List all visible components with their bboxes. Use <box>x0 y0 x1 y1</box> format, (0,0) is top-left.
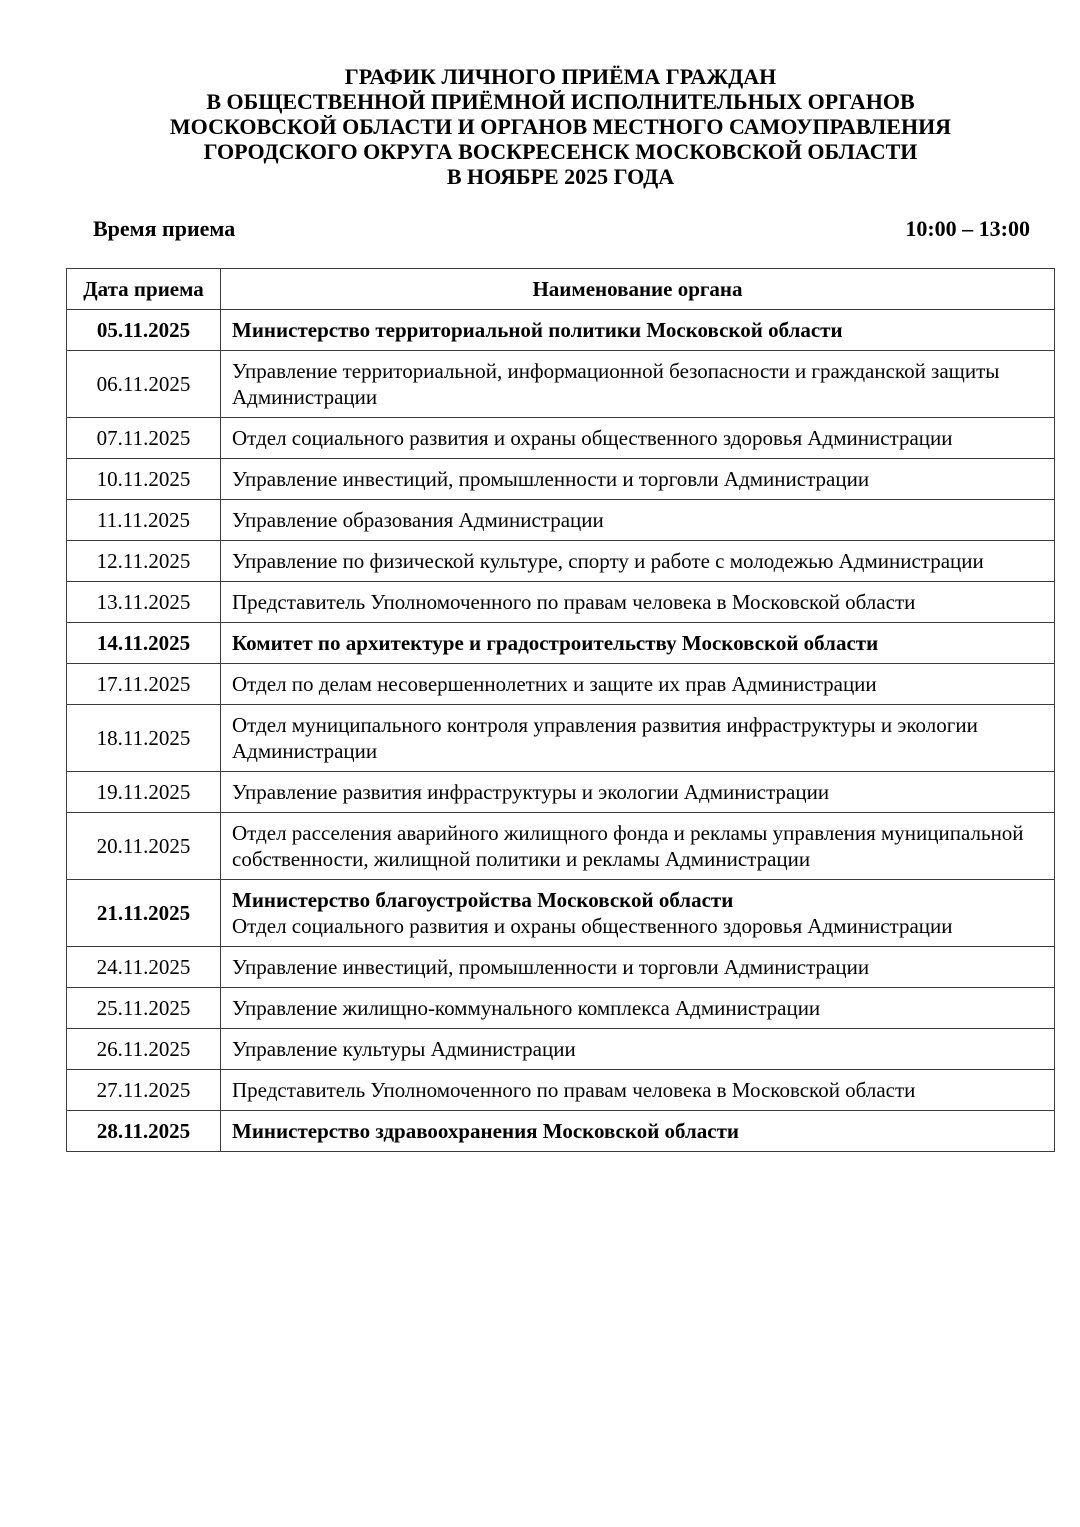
table-row <box>67 459 1055 500</box>
organ-name-text: Министерство здравоохранения Московской области <box>232 1119 740 1143</box>
organ-cell <box>221 418 1055 459</box>
organ-cell <box>221 813 1055 880</box>
document-title <box>66 64 1055 189</box>
organ-name-text: Управление инвестиций, промышленности и торговли Администрации <box>232 467 870 491</box>
organ-name-text: Управление культуры Администрации <box>232 1037 576 1061</box>
date-cell: 12.11.2025 <box>67 541 221 582</box>
organ-name-text: Представитель Уполномоченного по правам человека в Московской области <box>232 590 916 614</box>
organ-cell <box>221 1029 1055 1070</box>
table-row <box>67 1111 1055 1152</box>
date-cell: 17.11.2025 <box>67 664 221 705</box>
title-line: МОСКОВСКОЙ ОБЛАСТИ И ОРГАНОВ МЕСТНОГО САМОУПРАВЛЕНИЯ <box>169 114 952 139</box>
organ-cell <box>221 541 1055 582</box>
table-row <box>67 1070 1055 1111</box>
reception-time-value: 10:00 – 13:00 <box>905 216 1030 241</box>
table-row <box>67 772 1055 813</box>
table-row <box>67 541 1055 582</box>
organ-cell <box>221 880 1055 947</box>
date-cell: 26.11.2025 <box>67 1029 221 1070</box>
organ-name-text: Комитет по архитектуре и градостроительству Московской области <box>232 631 879 655</box>
column-header-organ: Наименование органа <box>221 269 1055 310</box>
organ-name-text: Отдел муниципального контроля управления развития инфраструктуры и экологии Администрации <box>232 713 978 763</box>
organ-name-text: Отдел по делам несовершеннолетних и защите их прав Администрации <box>232 672 877 696</box>
table-row <box>67 813 1055 880</box>
date-cell: 24.11.2025 <box>67 947 221 988</box>
table-row <box>67 947 1055 988</box>
date-cell: 06.11.2025 <box>67 351 221 418</box>
organ-name-text: Министерство территориальной политики Московской области <box>232 318 843 342</box>
table-row <box>67 310 1055 351</box>
schedule-table <box>66 268 1055 1152</box>
organ-cell <box>221 1111 1055 1152</box>
organ-cell <box>221 623 1055 664</box>
title-line: В ОБЩЕСТВЕННОЙ ПРИЁМНОЙ ИСПОЛНИТЕЛЬНЫХ ОРГАНОВ <box>206 89 915 114</box>
organ-name-text: Управление развития инфраструктуры и экологии Администрации <box>232 780 830 804</box>
title-line: ГОРОДСКОГО ОКРУГА ВОСКРЕСЕНСК МОСКОВСКОЙ ОБЛАСТИ <box>203 139 918 164</box>
table-row <box>67 1029 1055 1070</box>
table-row <box>67 664 1055 705</box>
date-cell: 13.11.2025 <box>67 582 221 623</box>
table-row <box>67 623 1055 664</box>
organ-name-text: Управление жилищно-коммунального комплекса Администрации <box>232 996 821 1020</box>
title-line: ГРАФИК ЛИЧНОГО ПРИЁМА ГРАЖДАН <box>344 64 777 89</box>
table-row <box>67 418 1055 459</box>
date-cell: 07.11.2025 <box>67 418 221 459</box>
date-cell: 28.11.2025 <box>67 1111 221 1152</box>
date-cell: 20.11.2025 <box>67 813 221 880</box>
schedule-table-head <box>67 269 1055 310</box>
table-row <box>67 582 1055 623</box>
organ-cell <box>221 310 1055 351</box>
organ-name-text: Отдел социального развития и охраны общественного здоровья Администрации <box>232 914 953 938</box>
organ-cell <box>221 582 1055 623</box>
organ-cell <box>221 772 1055 813</box>
organ-cell <box>221 500 1055 541</box>
table-header-row <box>67 269 1055 310</box>
date-cell: 05.11.2025 <box>67 310 221 351</box>
date-cell: 18.11.2025 <box>67 705 221 772</box>
organ-cell <box>221 1070 1055 1111</box>
date-cell: 27.11.2025 <box>67 1070 221 1111</box>
schedule-table-body <box>67 310 1055 1152</box>
table-row <box>67 500 1055 541</box>
organ-name-text: Министерство благоустройства Московской области <box>232 888 734 912</box>
column-header-date: Дата приема <box>67 269 221 310</box>
date-cell: 21.11.2025 <box>67 880 221 947</box>
date-cell: 10.11.2025 <box>67 459 221 500</box>
reception-time-row <box>66 215 1055 243</box>
organ-cell <box>221 988 1055 1029</box>
date-cell: 19.11.2025 <box>67 772 221 813</box>
date-cell: 11.11.2025 <box>67 500 221 541</box>
date-cell: 25.11.2025 <box>67 988 221 1029</box>
table-row <box>67 880 1055 947</box>
organ-name-text: Управление территориальной, информационной безопасности и гражданской защиты Администрации <box>232 359 1000 409</box>
table-row <box>67 705 1055 772</box>
organ-name-text: Управление по физической культуре, спорту и работе с молодежью Администрации <box>232 549 984 573</box>
table-row <box>67 988 1055 1029</box>
organ-name-text: Управление инвестиций, промышленности и торговли Администрации <box>232 955 870 979</box>
organ-name-text: Представитель Уполномоченного по правам человека в Московской области <box>232 1078 916 1102</box>
organ-cell <box>221 947 1055 988</box>
title-line: В НОЯБРЕ 2025 ГОДА <box>446 164 675 189</box>
organ-name-text: Отдел социального развития и охраны общественного здоровья Администрации <box>232 426 953 450</box>
organ-name-text: Отдел расселения аварийного жилищного фонда и рекламы управления муниципальной собственности, жилищной политики и рекламы Администрации <box>232 821 1024 871</box>
organ-name-text: Управление образования Администрации <box>232 508 604 532</box>
reception-time-label: Время приема <box>93 216 236 241</box>
organ-cell <box>221 664 1055 705</box>
date-cell: 14.11.2025 <box>67 623 221 664</box>
organ-cell <box>221 459 1055 500</box>
organ-cell <box>221 705 1055 772</box>
organ-cell <box>221 351 1055 418</box>
table-row <box>67 351 1055 418</box>
